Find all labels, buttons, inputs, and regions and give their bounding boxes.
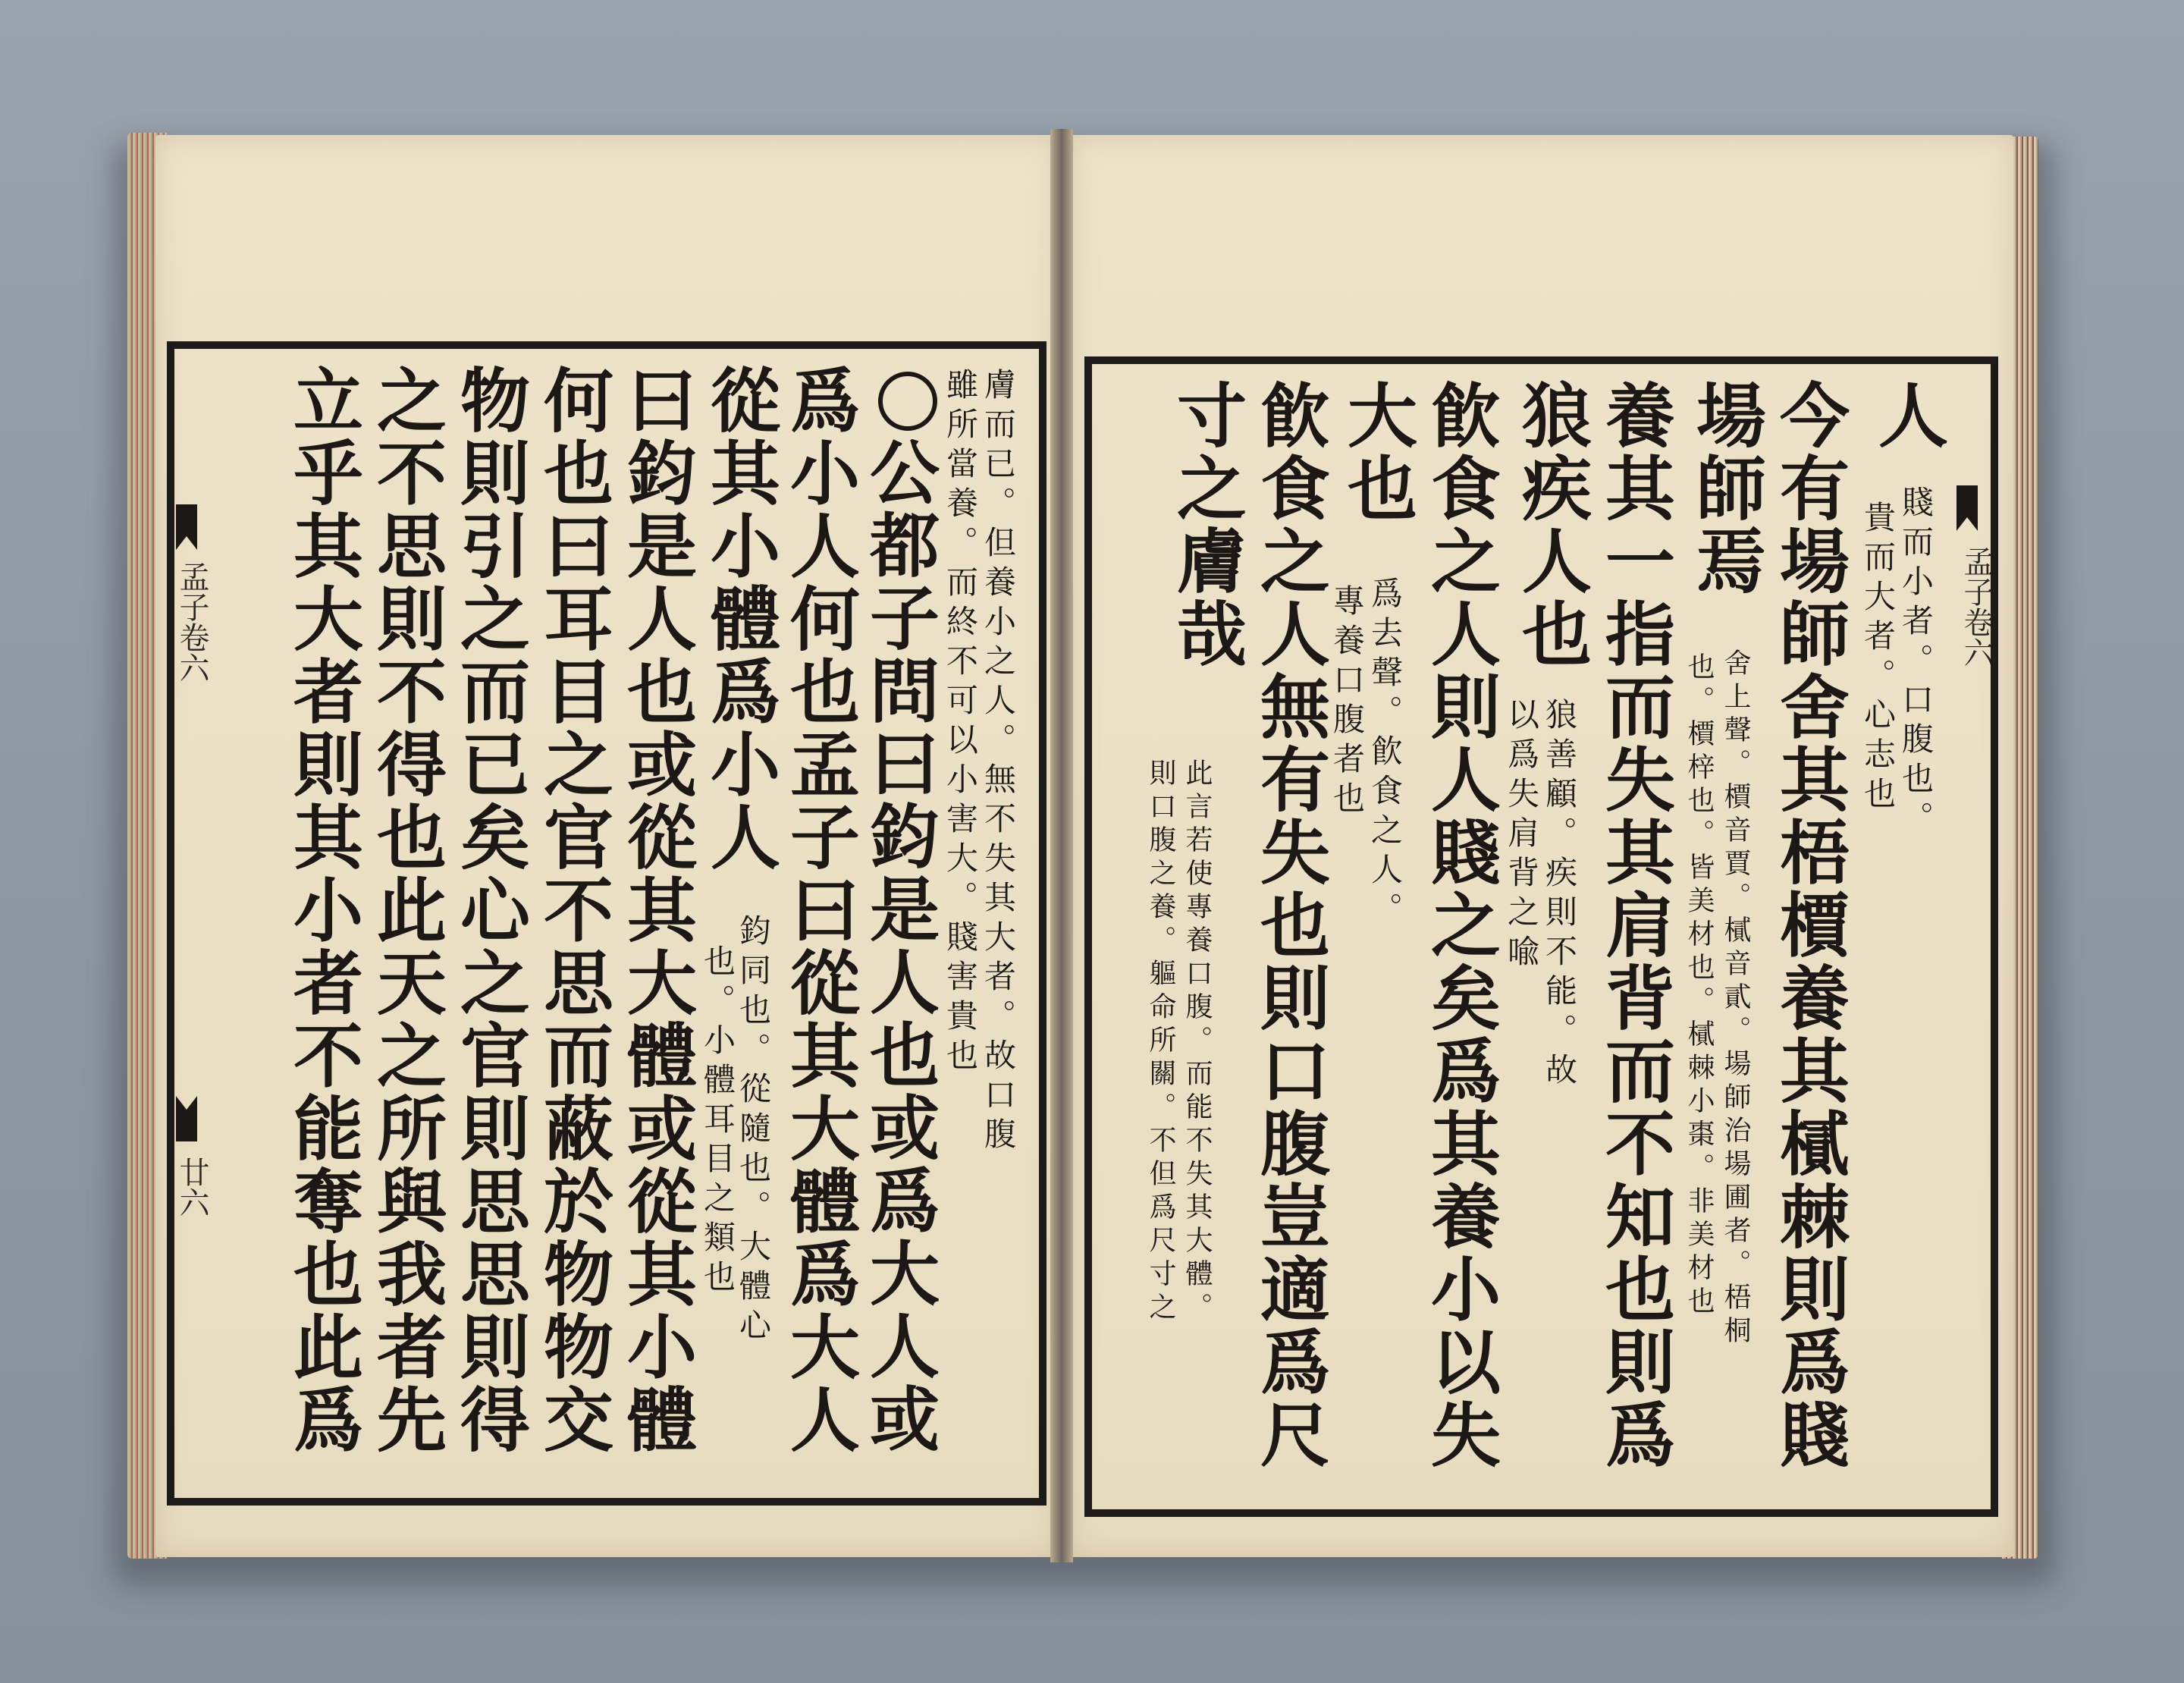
commentary-line: 雖所當養。而終不可以小害大。賤害貴也 xyxy=(942,368,979,1078)
main-text-column: 立乎其大者則其小者不能奪也此爲 xyxy=(282,364,364,1456)
main-text-column: 公都子問曰鈞是人也或爲大人或 xyxy=(858,436,940,1455)
commentary-line: 爲去聲。飮食之人。 xyxy=(1367,576,1404,931)
main-text-column: 何也曰耳目之官不思而蔽於物物交 xyxy=(532,364,614,1456)
main-text-column: 物則引之而已矣心之官則思思則得 xyxy=(449,364,531,1456)
commentary-line: 以爲失肩背之喩 xyxy=(1503,698,1540,974)
section-circle-mark xyxy=(878,372,937,431)
commentary-line: 鈞同也。從隨也。大體心 xyxy=(735,914,772,1348)
main-text-column: 場師焉 xyxy=(1685,379,1767,598)
commentary-line: 也。檟梓也。皆美材也。樲棘小棗。非美材也 xyxy=(1684,652,1715,1320)
commentary-line: 狼善顧。疾則不能。故 xyxy=(1541,698,1578,1092)
commentary-line: 賤而小者。口腹也。 xyxy=(1897,485,1935,840)
main-text-column: 爲小人何也孟子曰從其大體爲大人 xyxy=(779,364,861,1456)
main-text-column: 狼疾人也 xyxy=(1511,379,1592,670)
main-text-column: 養其一指而失其肩背而不知也則爲 xyxy=(1594,379,1676,1471)
main-text-column: 今有場師舍其梧檟養其樲棘則爲賤 xyxy=(1768,379,1850,1471)
right-margin-title: 孟子卷六 xyxy=(1959,546,1994,667)
commentary-line: 則口腹之養。軀命所關。不但爲尺寸之 xyxy=(1145,758,1176,1326)
main-text-column: 寸之膚哉 xyxy=(1166,379,1247,670)
main-text-column: 曰鈞是人也或從其大體或從其小體 xyxy=(616,364,698,1456)
commentary-line: 也。小體耳目之類也 xyxy=(699,944,736,1299)
commentary-line: 此言若使專養口腹。而能不失其大體。 xyxy=(1181,758,1213,1326)
left-margin-title: 孟子卷六 xyxy=(174,561,209,683)
main-text-column: 之不思則不得也此天之所與我者先 xyxy=(366,364,447,1456)
main-text-column: 大也 xyxy=(1336,379,1418,525)
main-text-column: 飮食之人則人賤之矣爲其養小以失 xyxy=(1420,379,1502,1471)
left-margin-folio: 廿六 xyxy=(174,1157,209,1217)
main-text-column: 從其小體爲小人 xyxy=(699,364,781,874)
main-text-column: 人 xyxy=(1867,379,1949,452)
commentary-line: 舍上聲。檟音賈。樲音貳。場師治場圃者。梧桐 xyxy=(1720,648,1751,1349)
commentary-line: 貴而大者。心志也 xyxy=(1859,501,1897,816)
book-gutter xyxy=(1050,129,1073,1562)
commentary-line: 專養口腹者也 xyxy=(1329,584,1366,821)
main-text-column: 飮食之人無有失也則口腹豈適爲尺 xyxy=(1249,379,1331,1471)
commentary-line: 膚而已。但養小之人。無不失其大者。故口腹 xyxy=(980,368,1017,1157)
